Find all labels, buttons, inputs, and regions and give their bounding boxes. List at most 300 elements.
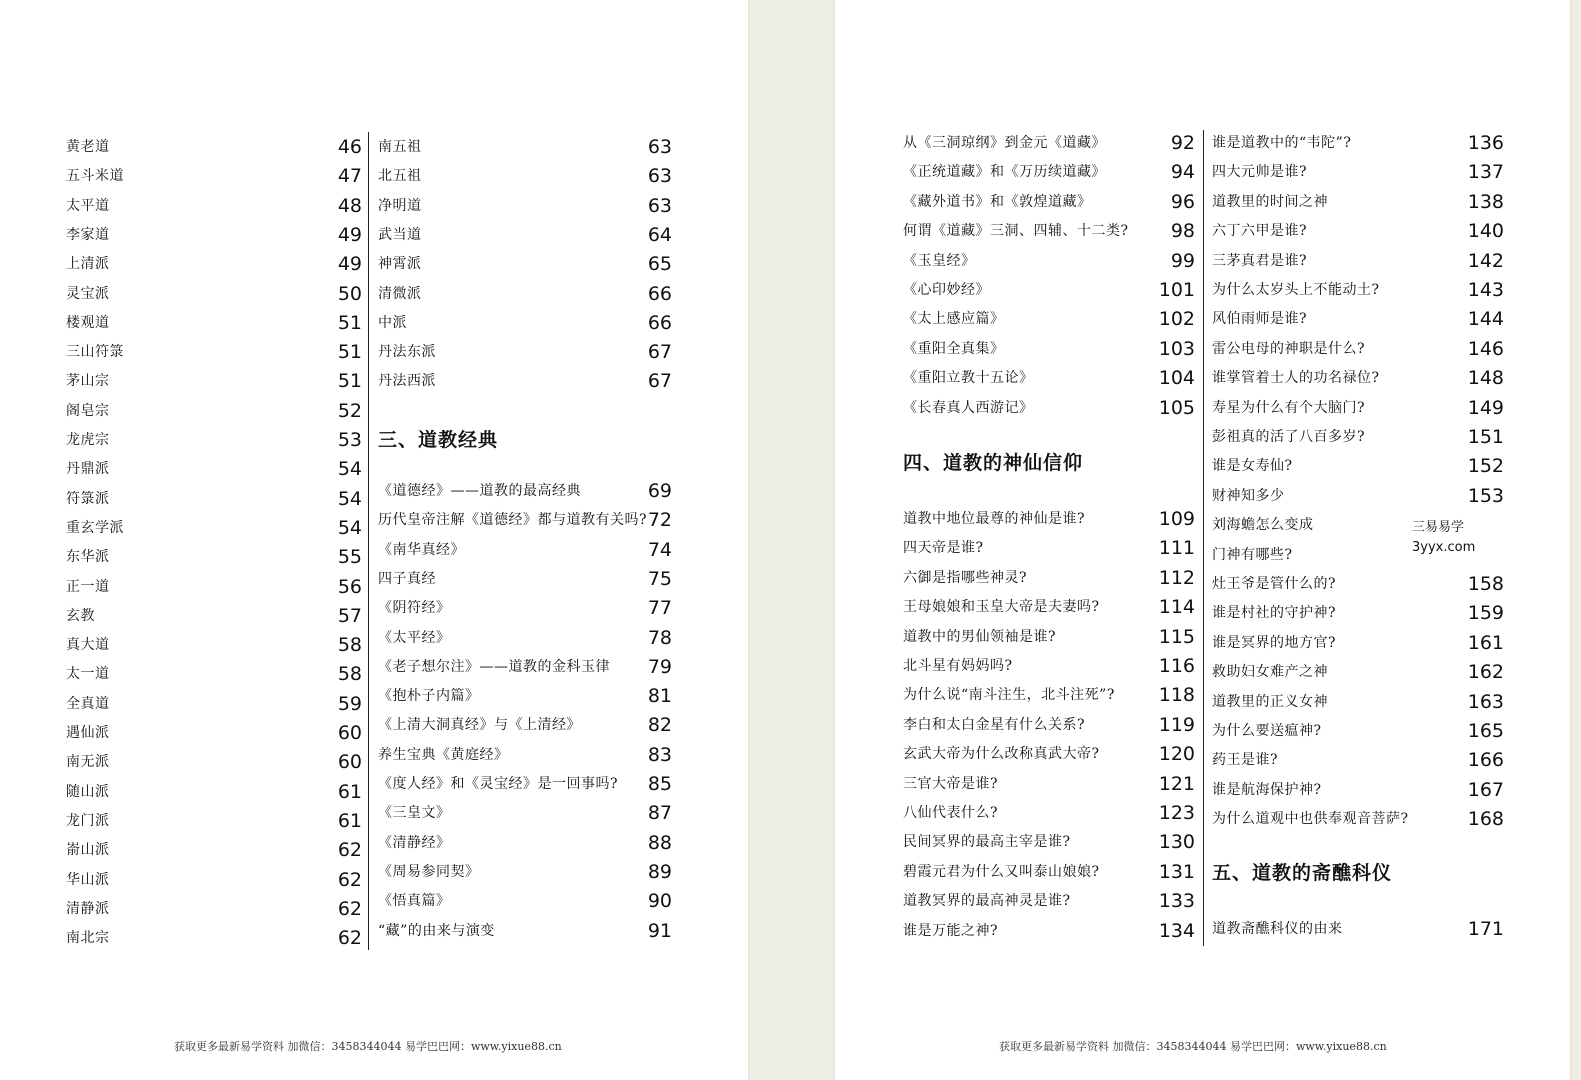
toc-entry-title: 丹法东派	[378, 344, 436, 361]
toc-entry	[66, 484, 362, 510]
left-page-footer: 获取更多最新易学资料 加微信：3458344044 易学巴巴网：www.yixue88.cn	[174, 1040, 562, 1053]
toc-entry-page: 109	[1158, 508, 1195, 530]
toc-entry-title: 《太上感应篇》	[903, 311, 1005, 328]
toc-entry-page: 168	[1467, 808, 1504, 831]
toc-entry	[903, 363, 1195, 389]
toc-entry	[378, 505, 672, 531]
toc-entry	[903, 246, 1195, 272]
toc-entry-title: 道教中地位最尊的神仙是谁?	[903, 511, 1086, 527]
toc-entry-page: 149	[1467, 396, 1504, 419]
toc-entry-title: 太平道	[66, 197, 110, 214]
toc-entry	[903, 857, 1195, 883]
toc-entry-title: 寿星为什么有个大脑门?	[1212, 399, 1366, 416]
toc-entry-page: 111	[1158, 537, 1195, 560]
toc-entry-page: 62	[337, 897, 362, 920]
toc-entry-title: 为什么道观中也供奉观音菩萨?	[1212, 811, 1409, 828]
toc-entry-title: 龙虎宗	[66, 432, 110, 448]
watermark-line-2: 3yyx.com	[1412, 540, 1476, 555]
toc-entry-page: 52	[337, 399, 362, 422]
toc-entry-title: 灵宝派	[66, 285, 110, 302]
toc-entry-page: 58	[337, 634, 362, 657]
toc-entry-title: 王母娘娘和玉皇大帝是夫妻吗?	[903, 599, 1100, 616]
toc-entry-page: 65	[647, 253, 672, 276]
toc-entry-title: 《度人经》和《灵宝经》是一回事吗?	[378, 776, 619, 792]
toc-entry	[903, 128, 1195, 154]
toc-entry-page: 66	[647, 282, 672, 305]
toc-entry-page: 153	[1467, 484, 1504, 507]
toc-entry-title: 遇仙派	[66, 725, 110, 741]
toc-entry-page: 91	[647, 919, 672, 942]
toc-entry	[903, 886, 1195, 912]
toc-entry-title: 东华派	[66, 549, 110, 566]
toc-entry	[1212, 275, 1504, 301]
toc-entry-page: 133	[1158, 890, 1195, 913]
toc-entry	[903, 739, 1195, 765]
toc-entry	[378, 769, 672, 795]
toc-entry	[66, 308, 362, 334]
toc-entry-page: 144	[1467, 308, 1504, 331]
toc-entry-page: 152	[1467, 455, 1504, 478]
toc-entry-page: 102	[1158, 308, 1195, 331]
watermark-line-1: 三易易学	[1412, 520, 1465, 535]
toc-entry	[378, 535, 672, 561]
toc-entry	[903, 769, 1195, 795]
toc-entry-title: 《三皇文》	[378, 805, 451, 822]
toc-entry-page: 59	[337, 692, 362, 715]
toc-entry	[378, 191, 672, 217]
toc-entry-page: 62	[337, 868, 362, 891]
toc-entry	[1212, 246, 1504, 272]
toc-entry-page: 158	[1467, 573, 1504, 595]
toc-entry-title: 六丁六甲是谁?	[1212, 223, 1308, 240]
toc-entry-page: 54	[337, 458, 362, 481]
toc-entry-title: 太一道	[66, 666, 110, 683]
toc-entry-page: 94	[1170, 161, 1195, 184]
toc-entry-page: 67	[647, 341, 672, 364]
toc-entry-title: 道教里的时间之神	[1212, 193, 1328, 210]
toc-entry-page: 96	[1170, 190, 1195, 213]
toc-entry-page: 61	[337, 780, 362, 803]
toc-entry	[903, 622, 1195, 648]
toc-entry	[378, 710, 672, 736]
toc-entry-page: 114	[1158, 596, 1195, 619]
toc-entry	[903, 827, 1195, 853]
toc-entry-page: 67	[647, 370, 672, 393]
toc-entry-title: 灶王爷是管什么的?	[1212, 576, 1337, 592]
toc-entry	[903, 592, 1195, 618]
toc-entry-title: 六御是指哪些神灵?	[903, 569, 1028, 586]
toc-entry-page: 63	[647, 194, 672, 217]
toc-entry-page: 130	[1158, 831, 1195, 854]
toc-entry	[66, 923, 362, 949]
toc-entry-page: 48	[337, 194, 362, 217]
toc-entry	[66, 689, 362, 715]
toc-entry-title: 茅山宗	[66, 373, 110, 390]
toc-entry-page: 74	[647, 538, 672, 561]
toc-entry	[66, 718, 362, 744]
toc-entry	[378, 476, 672, 502]
toc-entry-page: 131	[1158, 860, 1195, 883]
toc-entry	[378, 308, 672, 334]
toc-entry-title: 黄老道	[66, 139, 110, 155]
toc-entry-page: 57	[337, 604, 362, 627]
toc-entry-title: 上清派	[66, 256, 110, 273]
toc-entry	[66, 894, 362, 920]
toc-entry-title: 谁是道教中的“韦陀”?	[1212, 135, 1352, 151]
toc-entry	[378, 220, 672, 246]
toc-entry-title: 清静派	[66, 900, 110, 917]
toc-entry-title: 随山派	[66, 783, 110, 800]
toc-entry-title: 中派	[378, 314, 407, 331]
toc-entry	[66, 777, 362, 803]
toc-entry	[66, 249, 362, 275]
toc-entry-title: 华山派	[66, 871, 110, 888]
toc-entry	[66, 191, 362, 217]
left-page	[0, 0, 748, 1080]
toc-entry-title: 《玉皇经》	[903, 252, 976, 269]
toc-entry	[378, 564, 672, 590]
toc-entry-title: 五斗米道	[66, 168, 124, 185]
toc-entry	[66, 659, 362, 685]
toc-entry-title: 四子真经	[378, 570, 436, 587]
toc-entry-title: 道教里的正义女神	[1212, 693, 1328, 710]
toc-entry	[903, 651, 1195, 677]
toc-entry-page: 79	[647, 655, 672, 678]
toc-entry-page: 165	[1467, 720, 1504, 742]
toc-entry	[903, 393, 1195, 419]
toc-entry-page: 143	[1467, 279, 1504, 301]
toc-entry	[1212, 216, 1504, 242]
toc-entry	[1212, 716, 1504, 742]
toc-entry	[378, 798, 672, 824]
toc-entry	[66, 396, 362, 422]
left-column-2	[378, 132, 672, 952]
toc-entry	[903, 563, 1195, 589]
toc-entry-title: “藏”的由来与演变	[378, 922, 495, 939]
toc-entry-title: 碧霞元君为什么又叫泰山娘娘?	[903, 863, 1100, 880]
toc-entry-title: 救助妇女难产之神	[1212, 664, 1328, 681]
toc-entry-title: 风伯雨师是谁?	[1212, 311, 1308, 328]
toc-entry	[66, 630, 362, 656]
toc-entry-title: 三山符箓	[66, 344, 124, 361]
toc-entry	[66, 337, 362, 363]
toc-entry-title: 李白和太白金星有什么关系?	[903, 716, 1086, 733]
toc-entry-title: 为什么要送瘟神?	[1212, 723, 1322, 739]
toc-entry	[1212, 128, 1504, 154]
toc-entry	[1212, 657, 1504, 683]
toc-entry-page: 85	[647, 773, 672, 795]
toc-entry-page: 72	[647, 509, 672, 532]
toc-entry	[378, 593, 672, 619]
toc-entry-page: 90	[647, 890, 672, 913]
toc-entry-page: 88	[647, 831, 672, 854]
section-4-heading: 四、道教的神仙信仰	[903, 452, 1084, 474]
toc-entry	[66, 572, 362, 598]
toc-entry-page: 104	[1158, 367, 1195, 390]
left-column-divider	[368, 132, 369, 950]
toc-entry-page: 121	[1158, 772, 1195, 795]
toc-entry-page: 64	[647, 223, 672, 246]
toc-entry-page: 120	[1158, 743, 1195, 766]
toc-entry-title: 道教斋醮科仪的由来	[1212, 921, 1343, 937]
toc-entry-page: 46	[337, 136, 362, 158]
toc-entry	[378, 366, 672, 392]
toc-entry-title: 《心印妙经》	[903, 282, 990, 298]
toc-entry	[903, 533, 1195, 559]
toc-entry-title: 净明道	[378, 197, 422, 214]
toc-entry-page: 148	[1467, 367, 1504, 390]
section-5-heading: 五、道教的斋醮科仪	[1212, 862, 1393, 884]
toc-entry-title: 三茅真君是谁?	[1212, 252, 1308, 269]
toc-entry-page: 69	[647, 480, 672, 502]
toc-entry-page: 51	[337, 370, 362, 393]
toc-entry-page: 62	[337, 927, 362, 950]
toc-entry	[903, 504, 1195, 530]
toc-entry-page: 54	[337, 487, 362, 510]
toc-entry-page: 63	[647, 165, 672, 188]
toc-entry-title: 谁是村社的守护神?	[1212, 605, 1337, 622]
toc-entry-title: 武当道	[378, 226, 422, 243]
toc-entry-title: 《上清大洞真经》与《上清经》	[378, 717, 581, 734]
toc-entry-title: 《正统道藏》和《万历续道藏》	[903, 164, 1106, 181]
toc-entry-title: 丹法西派	[378, 373, 436, 390]
toc-entry-page: 105	[1158, 396, 1195, 419]
toc-entry-title: 《重阳立教十五论》	[903, 370, 1034, 387]
toc-entry	[66, 542, 362, 568]
toc-entry-page: 142	[1467, 249, 1504, 272]
toc-entry-title: 雷公电母的神职是什么?	[1212, 340, 1366, 357]
toc-entry-title: 李家道	[66, 226, 110, 243]
toc-entry-page: 87	[647, 802, 672, 825]
toc-entry-page: 99	[1170, 249, 1195, 272]
toc-entry-title: 《老子想尔注》——道教的金科玉律	[378, 658, 610, 675]
toc-entry-page: 137	[1467, 161, 1504, 184]
toc-entry-title: 历代皇帝注解《道德经》都与道教有关吗?	[378, 512, 648, 529]
toc-entry-page: 61	[337, 809, 362, 832]
toc-entry	[1212, 745, 1504, 771]
toc-entry	[66, 806, 362, 832]
toc-entry-page: 119	[1158, 713, 1195, 736]
toc-entry-page: 60	[337, 751, 362, 774]
toc-entry-title: 北五祖	[378, 168, 422, 185]
toc-entry-page: 98	[1170, 220, 1195, 243]
toc-entry-page: 83	[647, 743, 672, 766]
toc-entry-page: 60	[337, 722, 362, 744]
toc-entry	[66, 865, 362, 891]
toc-entry-page: 101	[1158, 279, 1195, 301]
toc-entry-title: 刘海蟾怎么变成	[1212, 517, 1314, 534]
toc-entry-title: 丹鼎派	[66, 461, 110, 478]
toc-entry	[1212, 804, 1504, 830]
toc-entry	[66, 454, 362, 480]
toc-entry	[378, 681, 672, 707]
toc-entry-page: 146	[1467, 337, 1504, 360]
toc-entry	[903, 710, 1195, 736]
toc-entry-title: 门神有哪些?	[1212, 546, 1293, 563]
toc-entry-page: 116	[1158, 655, 1195, 677]
toc-entry-page: 161	[1467, 631, 1504, 654]
left-column-1	[66, 132, 362, 952]
toc-entry	[66, 747, 362, 773]
toc-entry	[1212, 451, 1504, 477]
toc-entry	[903, 798, 1195, 824]
toc-entry-title: 南北宗	[66, 930, 110, 947]
toc-entry-page: 81	[647, 685, 672, 708]
toc-entry-page: 78	[647, 626, 672, 649]
toc-entry-title: 谁是万能之神?	[903, 922, 999, 939]
toc-entry-title: 南无派	[66, 754, 110, 771]
toc-entry-page: 58	[337, 663, 362, 686]
toc-entry	[1212, 598, 1504, 624]
toc-entry-title: 符箓派	[66, 490, 110, 507]
toc-entry-title: 谁是女寿仙?	[1212, 458, 1293, 475]
toc-entry	[66, 601, 362, 627]
toc-entry-title: 《道德经》——道教的最高经典	[378, 483, 581, 499]
toc-entry	[903, 680, 1195, 706]
toc-entry-title: 《太平经》	[378, 629, 451, 646]
toc-entry	[66, 835, 362, 861]
toc-entry-page: 171	[1467, 918, 1504, 940]
toc-entry-title: 《重阳全真集》	[903, 340, 1005, 357]
toc-entry	[1212, 569, 1504, 595]
toc-entry	[1212, 393, 1504, 419]
toc-entry	[378, 740, 672, 766]
toc-entry-page: 167	[1467, 778, 1504, 801]
toc-entry	[903, 187, 1195, 213]
toc-entry	[1212, 775, 1504, 801]
right-page-footer: 获取更多最新易学资料 加微信：3458344044 易学巴巴网：www.yixue88.cn	[999, 1040, 1387, 1053]
toc-entry-title: 四大元帅是谁?	[1212, 164, 1308, 181]
toc-entry	[1212, 422, 1504, 448]
toc-entry-title: 清微派	[378, 285, 422, 302]
toc-entry-page: 163	[1467, 690, 1504, 713]
toc-entry-page: 166	[1467, 749, 1504, 772]
toc-entry-title: 彭祖真的活了八百多岁?	[1212, 429, 1366, 445]
toc-entry-page: 136	[1467, 132, 1504, 154]
toc-entry-title: 《清静经》	[378, 834, 451, 851]
toc-entry-title: 何谓《道藏》三洞、四辅、十二类?	[903, 223, 1129, 240]
toc-entry-title: 玄武大帝为什么改称真武大帝?	[903, 746, 1100, 763]
section-3-heading: 三、道教经典	[378, 429, 499, 451]
toc-entry	[378, 279, 672, 305]
toc-entry	[378, 916, 672, 942]
toc-entry	[903, 916, 1195, 942]
watermark	[1412, 518, 1481, 558]
toc-entry-title: 《阴符经》	[378, 600, 451, 617]
toc-entry-title: 阁皂宗	[66, 402, 110, 419]
toc-entry	[66, 425, 362, 451]
toc-entry-title: 谁掌管着士人的功名禄位?	[1212, 370, 1380, 387]
right-column-1	[903, 128, 1195, 948]
toc-entry-title: 嵛山派	[66, 842, 110, 859]
toc-entry-page: 82	[647, 714, 672, 737]
toc-entry-title: 神霄派	[378, 256, 422, 273]
toc-entry-title: 道教中的男仙领袖是谁?	[903, 628, 1057, 645]
toc-entry-title: 财神知多少	[1212, 487, 1285, 504]
toc-entry	[66, 513, 362, 539]
toc-entry	[378, 249, 672, 275]
toc-entry-title: 全真道	[66, 695, 110, 712]
toc-entry	[378, 132, 672, 158]
toc-entry-title: 《南华真经》	[378, 541, 465, 558]
toc-entry-page: 51	[337, 311, 362, 334]
toc-entry	[66, 161, 362, 187]
toc-entry	[903, 275, 1195, 301]
toc-entry	[378, 623, 672, 649]
toc-entry-title: 玄教	[66, 607, 95, 624]
toc-entry-title: 谁是冥界的地方官?	[1212, 634, 1337, 651]
toc-entry-page: 51	[337, 341, 362, 364]
toc-entry	[903, 334, 1195, 360]
toc-entry-page: 54	[337, 516, 362, 539]
toc-entry	[903, 157, 1195, 183]
toc-entry-title: 三官大帝是谁?	[903, 775, 999, 792]
toc-entry-page: 134	[1158, 919, 1195, 942]
toc-entry	[903, 216, 1195, 242]
toc-entry	[378, 857, 672, 883]
toc-entry	[1212, 914, 1504, 940]
toc-entry	[378, 652, 672, 678]
toc-entry-title: 为什么太岁头上不能动土?	[1212, 282, 1380, 298]
toc-entry-title: 北斗星有妈妈吗?	[903, 658, 1013, 674]
toc-entry	[378, 886, 672, 912]
toc-entry-page: 138	[1467, 190, 1504, 213]
toc-entry-page: 159	[1467, 602, 1504, 625]
toc-entry-title: 四天帝是谁?	[903, 540, 984, 557]
toc-entry	[1212, 363, 1504, 389]
toc-entry-title: 《悟真篇》	[378, 893, 451, 910]
toc-entry	[1212, 187, 1504, 213]
toc-entry-title: 八仙代表什么?	[903, 805, 999, 821]
toc-entry	[378, 828, 672, 854]
toc-entry-title: 《长春真人西游记》	[903, 399, 1034, 416]
toc-entry-page: 50	[337, 282, 362, 305]
toc-entry-page: 56	[337, 575, 362, 598]
toc-entry-page: 77	[647, 597, 672, 620]
toc-entry	[1212, 687, 1504, 713]
toc-entry-page: 89	[647, 860, 672, 883]
toc-entry-page: 115	[1158, 625, 1195, 648]
toc-entry	[903, 304, 1195, 330]
toc-entry-page: 49	[337, 223, 362, 246]
toc-entry-page: 140	[1467, 220, 1504, 243]
toc-entry-page: 112	[1158, 566, 1195, 589]
toc-entry	[1212, 628, 1504, 654]
toc-entry	[66, 220, 362, 246]
toc-entry-page: 49	[337, 253, 362, 276]
toc-entry-page: 162	[1467, 661, 1504, 684]
toc-entry-page: 47	[337, 165, 362, 188]
toc-entry-title: 南五祖	[378, 139, 422, 155]
toc-entry-page: 63	[647, 136, 672, 158]
toc-entry-page: 92	[1170, 132, 1195, 154]
toc-entry-title: 真大道	[66, 637, 110, 654]
toc-entry-title: 药王是谁?	[1212, 752, 1279, 769]
toc-entry	[378, 161, 672, 187]
toc-entry-title: 谁是航海保护神?	[1212, 781, 1322, 798]
toc-entry	[378, 337, 672, 363]
toc-entry-page: 75	[647, 567, 672, 590]
toc-entry	[66, 279, 362, 305]
toc-entry-title: 为什么说“南斗注生，北斗注死”?	[903, 687, 1115, 704]
toc-entry	[66, 132, 362, 158]
toc-entry-title: 重玄学派	[66, 519, 124, 536]
toc-entry-page: 55	[337, 546, 362, 569]
toc-entry	[66, 366, 362, 392]
toc-entry	[1212, 334, 1504, 360]
toc-entry-title: 《周易参同契》	[378, 863, 480, 880]
toc-entry-page: 53	[337, 429, 362, 451]
